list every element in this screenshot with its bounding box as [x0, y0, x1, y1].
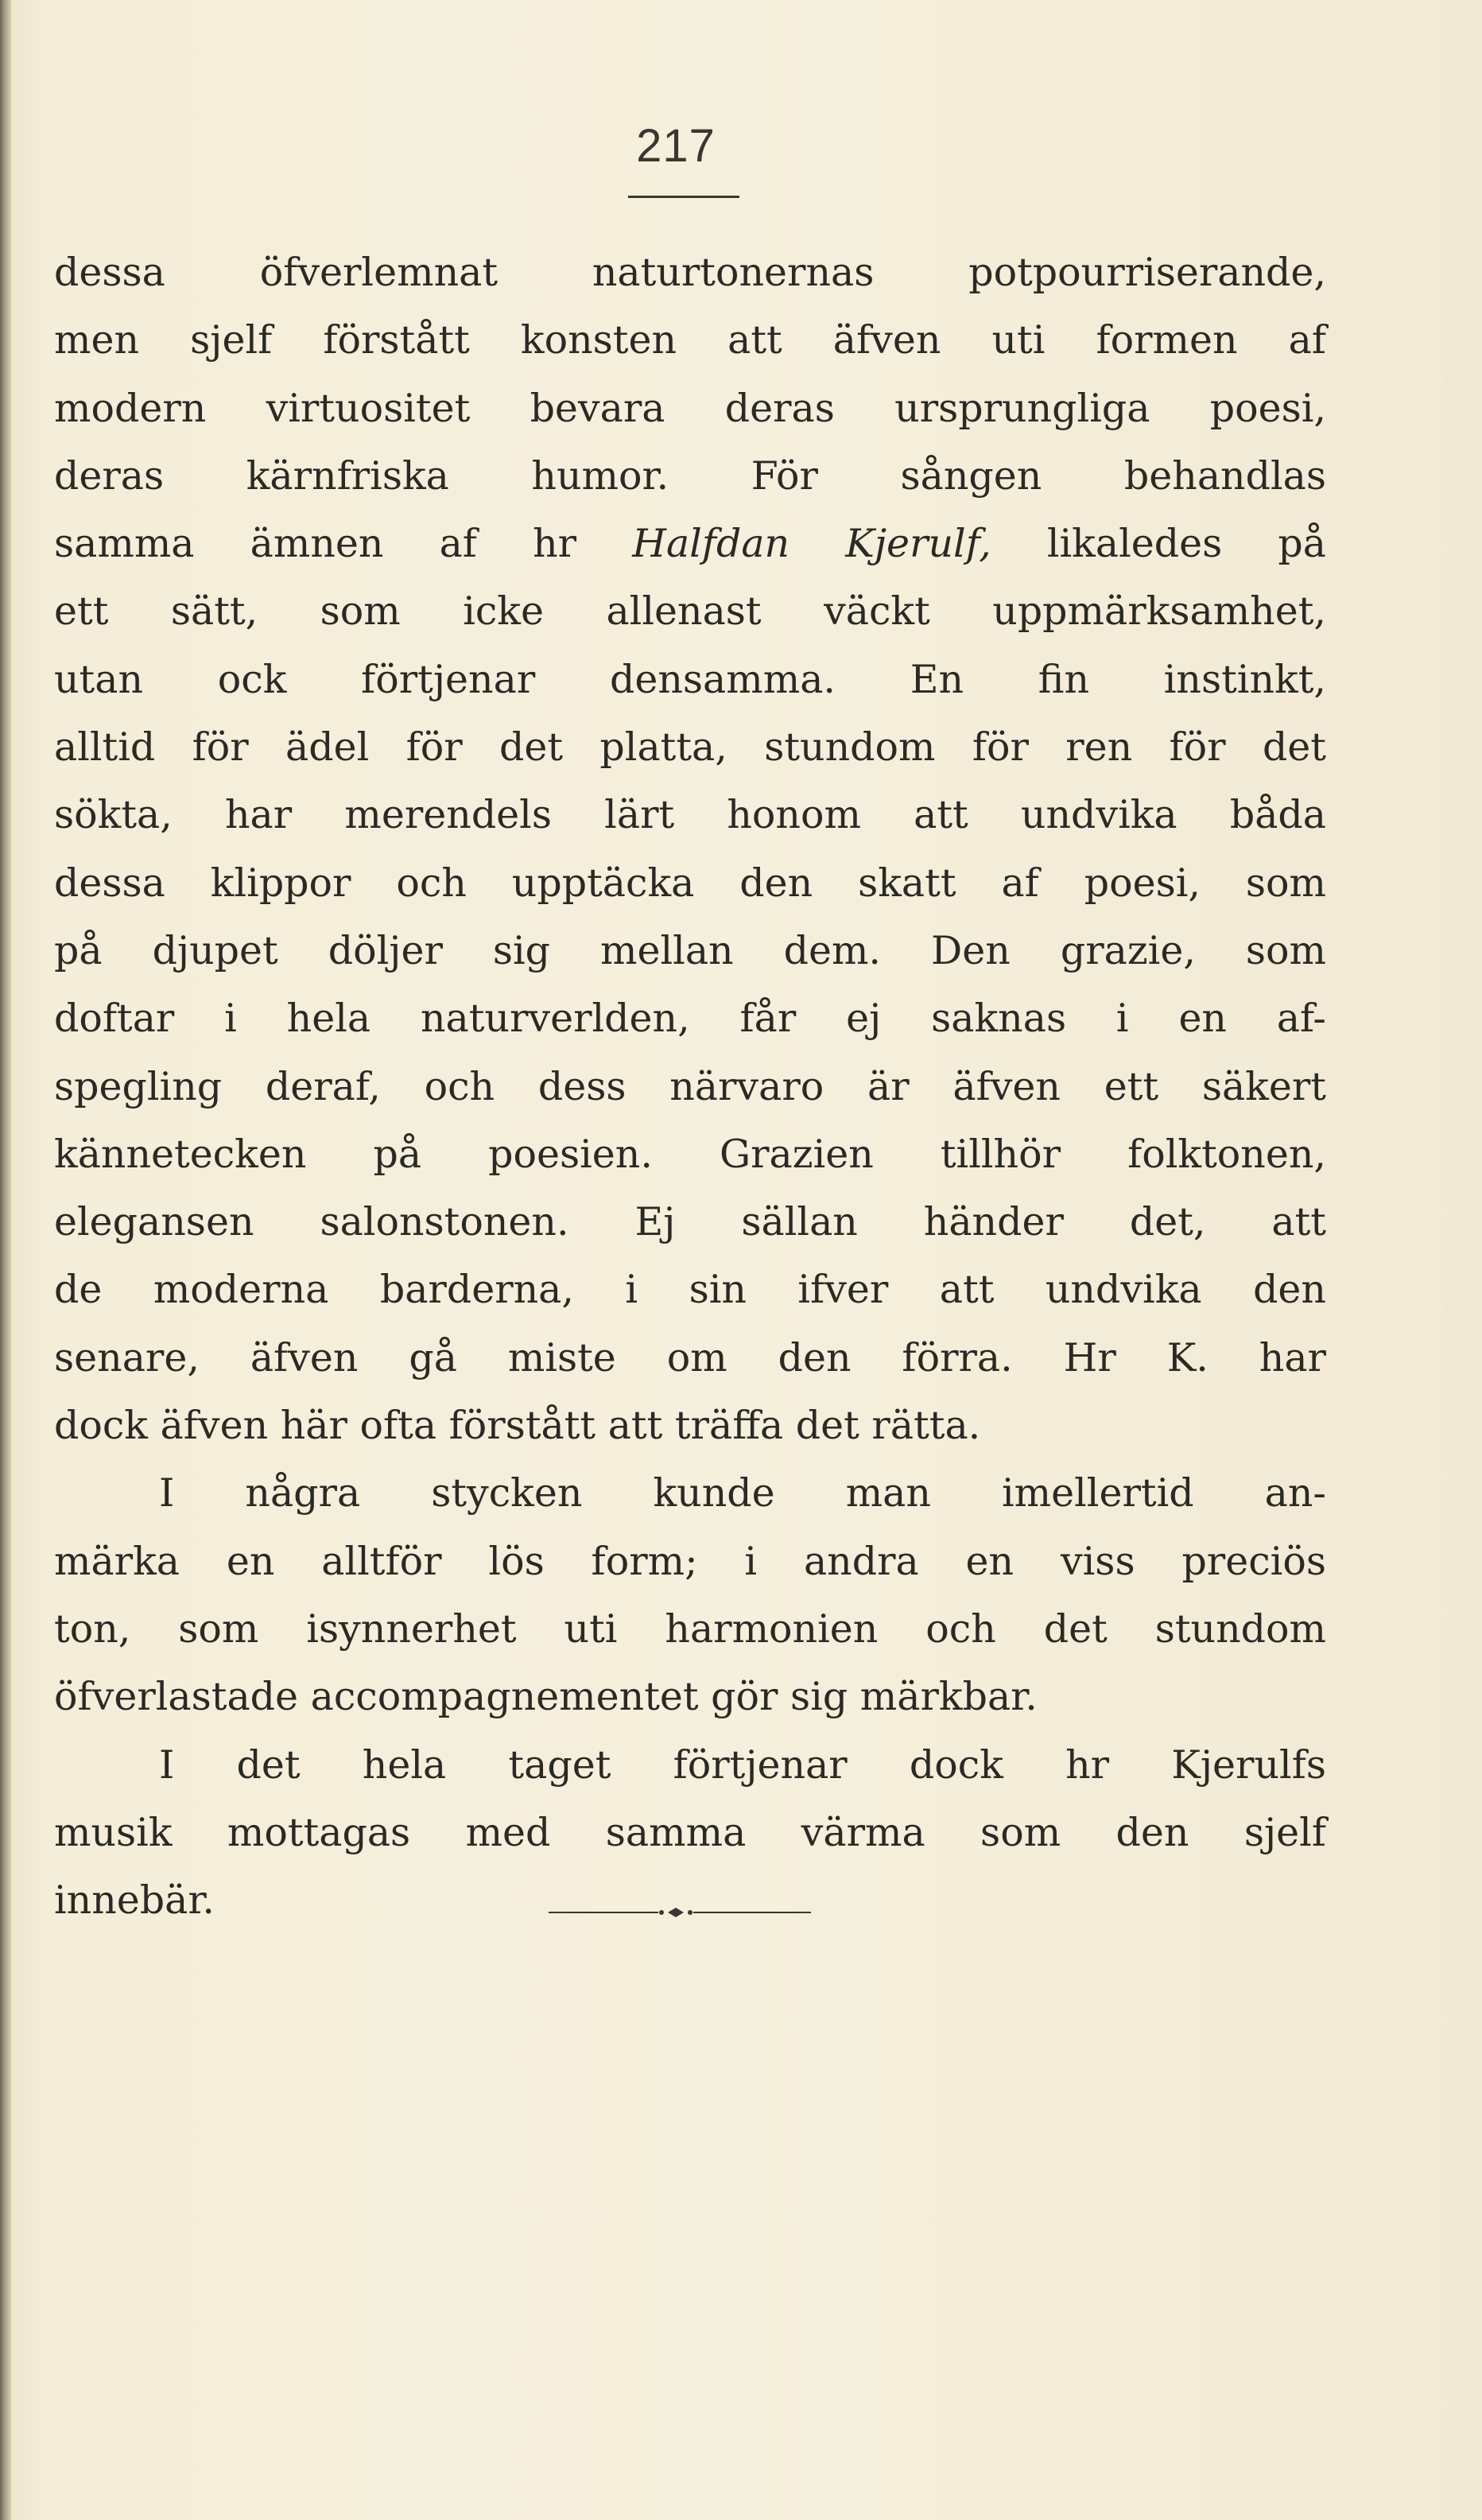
- text-line: dessa klippor och upptäcka den skatt af poesi, som: [54, 860, 1326, 906]
- text-line: märka en alltför lös form; i andra en viss preciös: [54, 1538, 1326, 1584]
- text-line: sökta, har merendels lärt honom att undvika båda: [54, 792, 1326, 838]
- text-segment: samma ämnen af hr: [54, 521, 633, 567]
- text-line: öfverlastade accompagnementet gör sig märkbar.: [54, 1674, 1038, 1720]
- page-number-rule: [628, 196, 739, 198]
- text-line: kännetecken på poesien. Grazien tillhör folktonen,: [54, 1131, 1326, 1177]
- text-line: doftar i hela naturverlden, får ej saknas i en af-: [54, 996, 1326, 1042]
- text-line: ett sätt, som icke allenast väckt uppmärksamhet,: [54, 588, 1326, 635]
- text-line: utan ock förtjenar densamma. En fin instinkt,: [54, 656, 1326, 702]
- text-line: I det hela taget förtjenar dock hr Kjerulfs: [159, 1741, 1326, 1788]
- page-number: 217: [636, 120, 716, 172]
- page-binding-edge: [0, 0, 11, 2520]
- text-line: [54, 510, 1326, 577]
- section-end-ornament: [549, 1905, 811, 1920]
- text-line: innebär.: [54, 1877, 215, 1924]
- text-line: spegling deraf, och dess närvaro är äfven ett säkert: [54, 1063, 1326, 1109]
- text-line: elegansen salonstonen. Ej sällan händer det, att: [54, 1199, 1326, 1245]
- text-line: de moderna barderna, i sin ifver att undvika den: [54, 1267, 1326, 1313]
- italic-name: Halfdan Kjerulf,: [632, 521, 991, 567]
- text-line: men sjelf förstått konsten att äfven uti formen af: [54, 317, 1326, 363]
- text-line: dessa öfverlemnat naturtonernas potpourriserande,: [54, 250, 1326, 295]
- body-text: [54, 239, 1326, 1934]
- text-segment: likaledes på: [991, 521, 1326, 567]
- text-line: alltid för ädel för det platta, stundom för ren för det: [54, 724, 1326, 771]
- text-line: senare, äfven gå miste om den förra. Hr K. har: [54, 1334, 1326, 1380]
- text-line: modern virtuositet bevara deras ursprungliga poesi,: [54, 385, 1326, 431]
- text-line: deras kärnfriska humor. För sången behandlas: [54, 452, 1326, 499]
- text-line: på djupet döljer sig mellan dem. Den grazie, som: [54, 927, 1326, 973]
- text-line: musik mottagas med samma värma som den sjelf: [54, 1809, 1326, 1855]
- text-line: dock äfven här ofta förstått att träffa det rätta.: [54, 1403, 981, 1449]
- text-line: ton, som isynnerhet uti harmonien och det stundom: [54, 1606, 1326, 1652]
- text-line: I några stycken kunde man imellertid an-: [159, 1470, 1326, 1516]
